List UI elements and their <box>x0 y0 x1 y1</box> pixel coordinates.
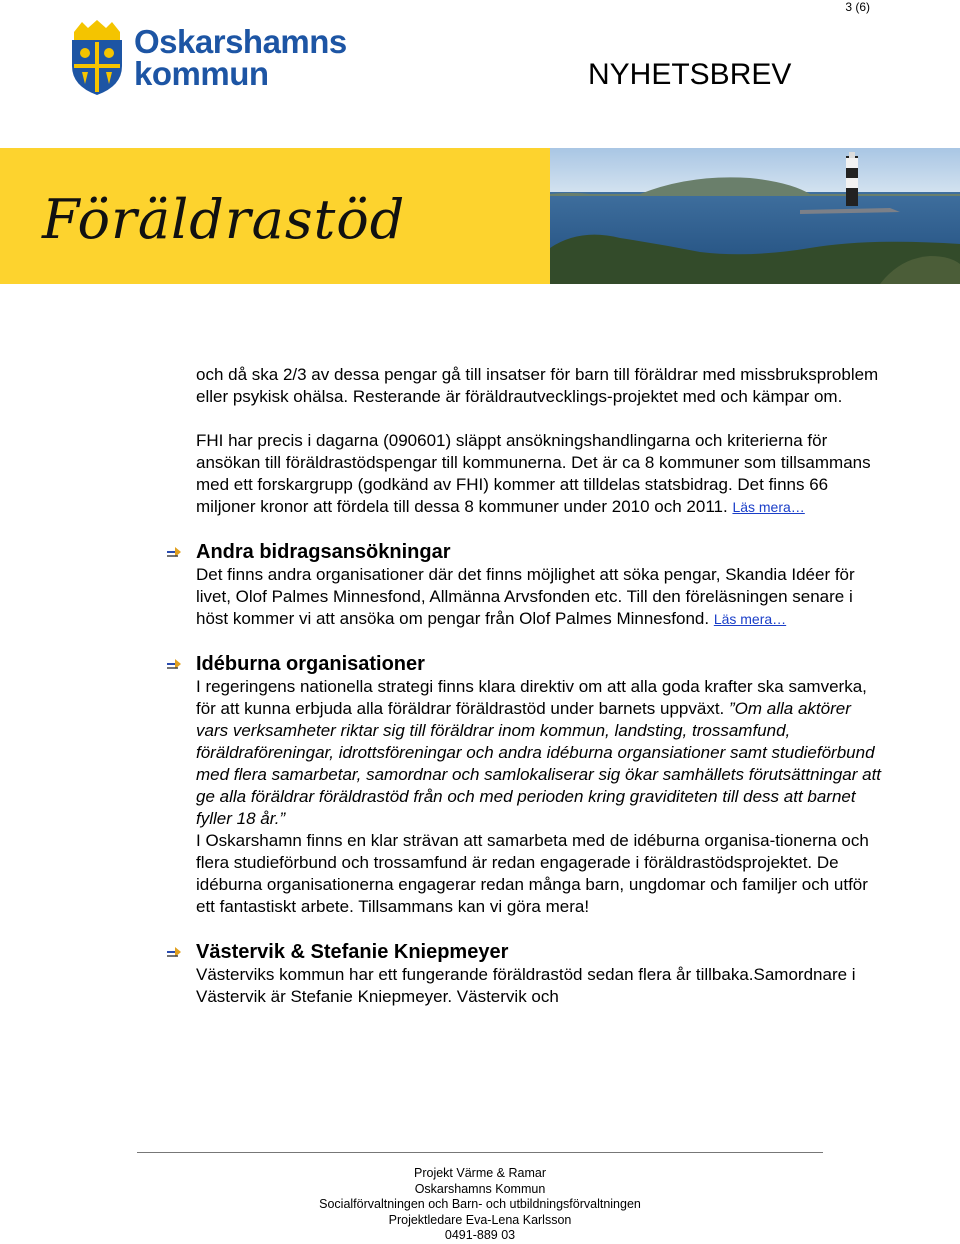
lighthouse-photo <box>550 148 960 284</box>
newsletter-title: NYHETSBREV <box>588 58 792 91</box>
intro-paragraph-2 <box>196 430 886 518</box>
footer-departments: Socialförvaltningen och Barn- och utbildningsförvaltningen <box>319 1197 641 1211</box>
footer-project-leader: Projektledare Eva-Lena Karlsson <box>388 1212 572 1227</box>
footer <box>0 1166 960 1244</box>
logo-line-2: kommun <box>134 55 269 92</box>
section-non-profit-orgs <box>196 652 886 918</box>
logo-line-1: Oskarshamns <box>134 23 347 60</box>
arrow-bullet-icon <box>165 944 183 960</box>
header-banner <box>0 148 960 284</box>
section-body <box>196 564 886 630</box>
read-more-link-fhi[interactable]: Läs mera… <box>732 499 805 515</box>
footer-municipality: Oskarshamns Kommun <box>414 1181 546 1196</box>
section-heading: Västervik & Stefanie Kniepmeyer <box>196 941 509 963</box>
banner-yellow-panel <box>0 148 550 284</box>
section-other-grants <box>196 540 886 630</box>
section-body: Västerviks kommun har ett fungerande föräldrastöd sedan flera år tillbaka.Samordnare i Västervik är Stefanie Kniepmeyer. Västervik och <box>196 965 856 1006</box>
footer-divider <box>137 1152 823 1153</box>
arrow-bullet-icon <box>165 544 183 560</box>
strategy-quote: ”Om alla aktörer vars verksamheter riktar sig till föräldrar inom kommun, landsting, trossamfund, föräldraföreningar, idrottsföreningar och andra idéburna organsiationer samt studieförbund med flera samarbetar, samordnar och samlokaliserar sig ökar samhällets förutsättningar att ge alla föräldrar föräldrastöd från och med perioden kring graviditeten till dess att barnet fyller 18 år.” <box>196 699 882 828</box>
footer-project: Projekt Värme & Ramar <box>414 1166 546 1180</box>
footer-phone: 0491-889 03 <box>444 1228 516 1242</box>
article-content <box>196 364 886 1008</box>
section-body-text: Det finns andra organisationer där det finns möjlighet att söka pengar, Skandia Idéer för livet, Olof Palmes Minnesfond, Allmänna Arvsfonden etc. Till den föreläsningen senare i höst kommer vi att ansöka om pengar från Olof Palmes Minnesfond. <box>196 565 855 628</box>
intro-paragraph-1: och då ska 2/3 av dessa pengar gå till insatser för barn till föräldrar med missbruksproblem eller psykisk ohälsa. Resterande är föräldrautvecklings-projektet med och kämpar om. <box>196 365 879 406</box>
coat-of-arms-icon <box>68 18 126 96</box>
section-heading: Idéburna organisationer <box>196 653 425 675</box>
section-body <box>196 676 886 830</box>
intro-paragraph-2-text: FHI har precis i dagarna (090601) släppt ansökningshandlingarna och kriterierna för ansökan till föräldrastödspengar till kommunerna. Det är ca 8 kommuner som tillsammans med ett forskargrupp (godkänd av FHI) kommer att tilldelas statsbidrag. Det finns 66 miljoner kronor att fördela till dessa 8 kommuner under 2010 och 2011. <box>196 431 871 516</box>
section-heading: Andra bidragsansökningar <box>196 541 451 563</box>
banner-title: Föräldrastöd <box>42 188 406 251</box>
section-vastervik <box>196 940 886 1008</box>
municipality-logo <box>68 18 358 98</box>
page-number: 3 (6) <box>845 0 870 14</box>
section-body-end: I Oskarshamn finns en klar strävan att samarbeta med de idéburna organisa-tionerna och flera studieförbund och trossamfund är redan engagerade i föräldrastödsprojektet. De idéburna organisationerna engagerar redan många barn, ungdomar och familjer och utför ett fantastiskt arbete. Tillsammans kan vi göra mera! <box>196 831 869 916</box>
section-body-text: I regeringens nationella strategi finns klara direktiv om att alla goda krafter ska samverka, för att kunna erbjuda alla föräldrar föräldrastöd under barnets uppväxt. <box>196 677 867 718</box>
arrow-bullet-icon <box>165 656 183 672</box>
read-more-link-grants[interactable]: Läs mera… <box>713 611 787 627</box>
